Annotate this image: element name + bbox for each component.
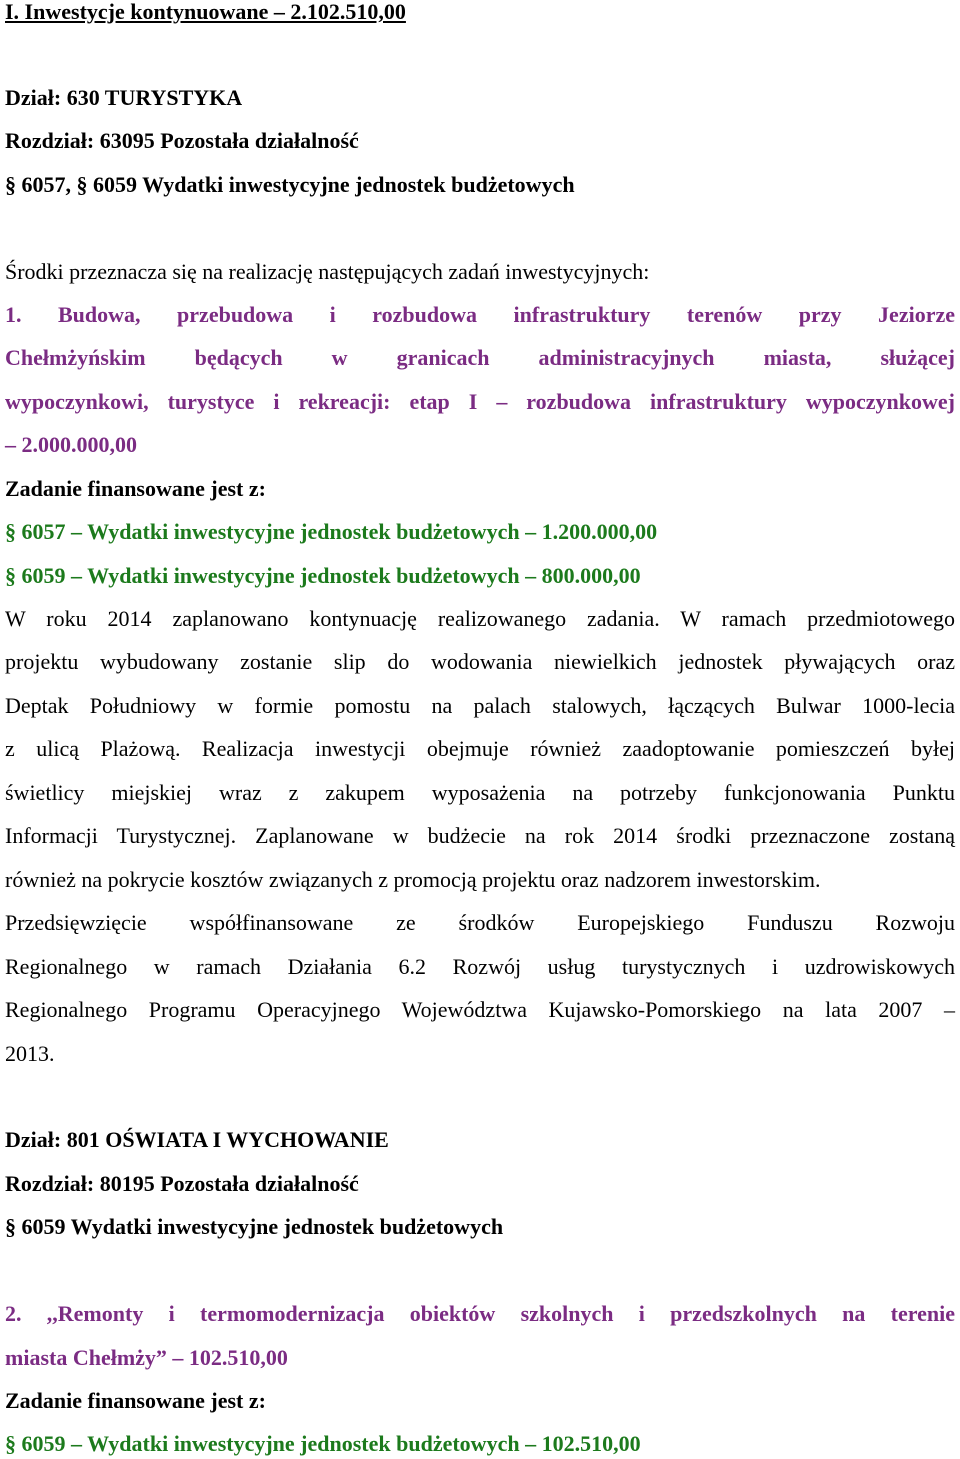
paragraf-heading: § 6057, § 6059 Wydatki inwestycyjne jednostek budżetowych — [5, 172, 575, 197]
financing-item: § 6059 – Wydatki inwestycyjne jednostek budżetowych – 102.510,00 — [5, 1431, 641, 1456]
rozdzial-heading: Rozdział: 63095 Pozostała działalność — [5, 128, 359, 153]
intro-text: Środki przeznacza się na realizację następujących zadań inwestycyjnych: — [5, 259, 650, 284]
financing-item: § 6059 – Wydatki inwestycyjne jednostek budżetowych – 800.000,00 — [5, 563, 641, 588]
description-line: Regionalnego Programu Operacyjnego Województwa Kujawsko-Pomorskiego na lata 2007 – — [5, 997, 955, 1022]
description-line: Deptak Południowy w formie pomostu na palach stalowych, łączących Bulwar 1000-lecia — [5, 693, 955, 718]
description-line: Informacji Turystycznej. Zaplanowane w budżecie na rok 2014 środki przeznaczone zostaną — [5, 823, 955, 848]
description-line: z ulicą Plażową. Realizacja inwestycji obejmuje również zaadoptowanie pomieszczeń byłej — [5, 736, 955, 761]
rozdzial-heading: Rozdział: 80195 Pozostała działalność — [5, 1171, 359, 1196]
paragraf-heading: § 6059 Wydatki inwestycyjne jednostek budżetowych — [5, 1214, 504, 1239]
dzial-heading: Dział: 630 TURYSTYKA — [5, 85, 243, 110]
description-line: 2013. — [5, 1041, 55, 1066]
description-line: również na pokrycie kosztów związanych z promocją projektu oraz nadzorem inwestorskim. — [5, 867, 821, 892]
task-title-line: 1. Budowa, przebudowa i rozbudowa infrastruktury terenów przy Jeziorze — [5, 302, 955, 327]
description-line: W roku 2014 zaplanowano kontynuację realizowanego zadania. W ramach przedmiotowego — [5, 606, 955, 631]
financing-label: Zadanie finansowane jest z: — [5, 476, 266, 501]
task-title-line: miasta Chełmży” – 102.510,00 — [5, 1345, 288, 1370]
description-line: Przedsięwzięcie współfinansowane ze środków Europejskiego Funduszu Rozwoju — [5, 910, 955, 935]
financing-item: § 6057 – Wydatki inwestycyjne jednostek budżetowych – 1.200.000,00 — [5, 519, 658, 544]
task-title-line: wypoczynkowi, turystyce i rekreacji: etap I – rozbudowa infrastruktury wypoczynkowej — [5, 389, 955, 414]
section-title: I. Inwestycje kontynuowane – 2.102.510,00 — [5, 0, 406, 24]
task-title-line: Chełmżyńskim będących w granicach administracyjnych miasta, służącej — [5, 345, 955, 370]
dzial-heading: Dział: 801 OŚWIATA I WYCHOWANIE — [5, 1127, 389, 1152]
description-line: Regionalnego w ramach Działania 6.2 Rozwój usług turystycznych i uzdrowiskowych — [5, 954, 955, 979]
description-line: świetlicy miejskiej wraz z zakupem wyposażenia na potrzeby funkcjonowania Punktu — [5, 780, 955, 805]
description-line: projektu wybudowany zostanie slip do wodowania niewielkich jednostek pływających oraz — [5, 649, 955, 674]
task-title-line: 2. ,,Remonty i termomodernizacja obiektów szkolnych i przedszkolnych na terenie — [5, 1301, 955, 1326]
task-amount: – 2.000.000,00 — [5, 432, 137, 457]
financing-label: Zadanie finansowane jest z: — [5, 1388, 266, 1413]
